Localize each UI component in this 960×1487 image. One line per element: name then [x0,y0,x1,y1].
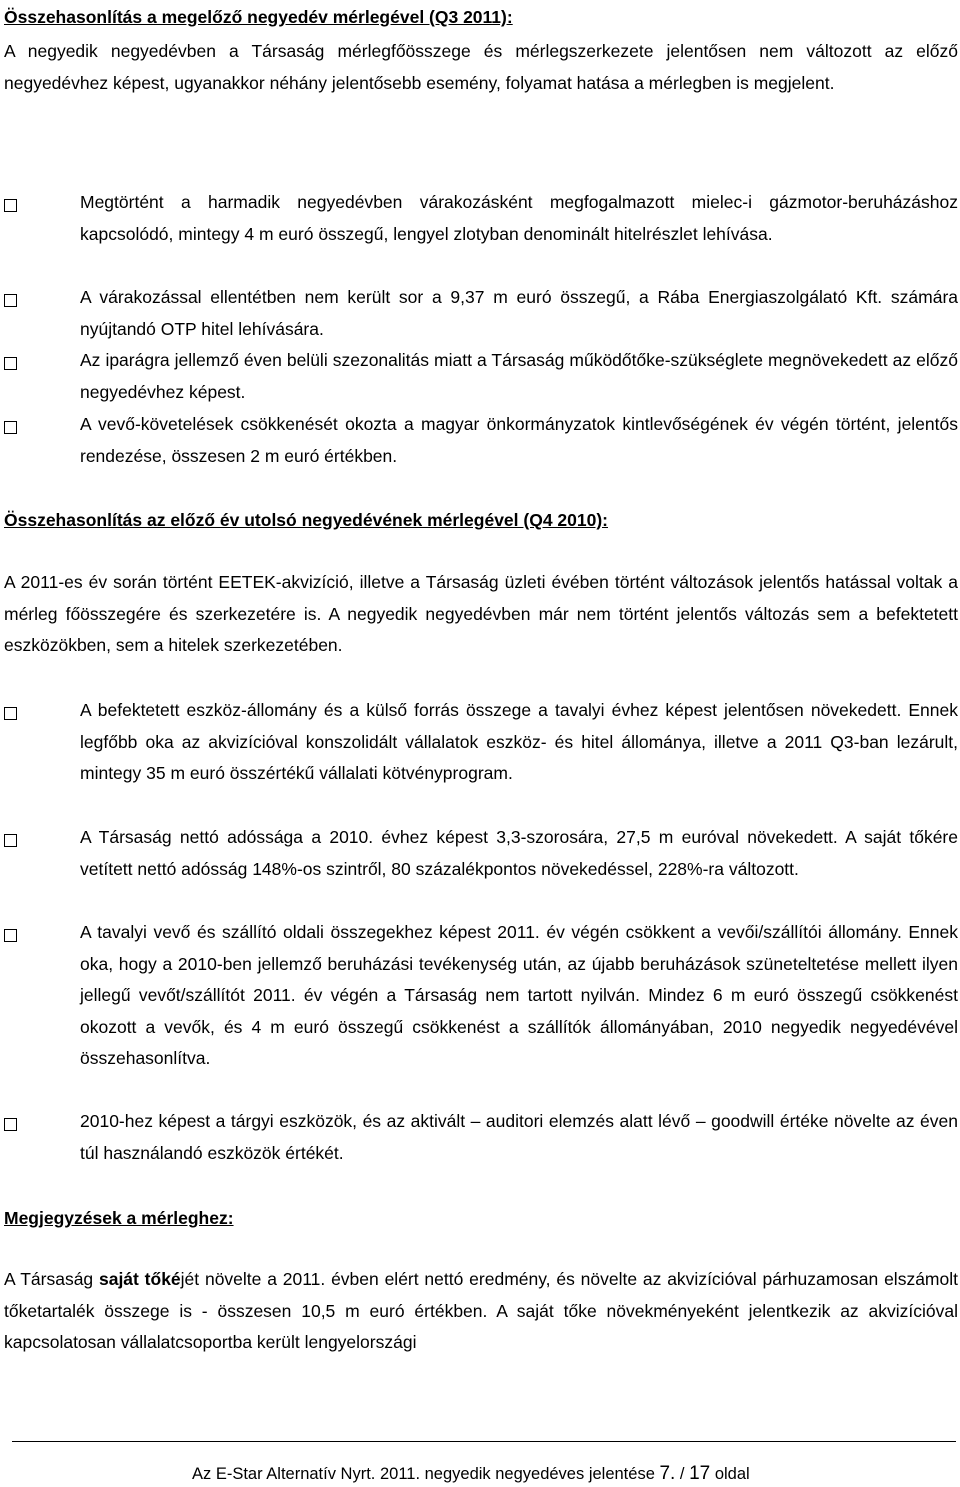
bullet-text: A várakozással ellentétben nem került sor a 9,37 m euró összegű, a Rába Energiaszolgálató Kft. számára nyújtandó OTP hitel lehívására. [80,287,958,339]
section-heading-notes: Megjegyzések a mérleghez: [4,1208,234,1228]
checkbox-bullet-icon [4,1118,17,1131]
section-heading-q4: Összehasonlítás az előző év utolsó negyedévének mérlegével (Q4 2010): [4,510,608,530]
footer-suffix: oldal [710,1465,750,1483]
checkbox-bullet-icon [4,294,17,307]
bullet-text: Az iparágra jellemző éven belüli szezonalitás miatt a Társaság működőtőke-szükséglete megnövekedett az előző negyedévhez képest. [80,350,958,402]
checkbox-bullet-icon [4,199,17,212]
checkbox-bullet-icon [4,834,17,847]
bullet-text: A Társaság nettó adóssága a 2010. évhez képest 3,3-szorosára, 27,5 m euróval növekedett. A saját tőkére vetített nettó adósság 148%-os szintről, 80 százalékpontos növekedéssel, 228%-ra változott. [80,827,958,879]
checkbox-bullet-icon [4,421,17,434]
footer-separator: / [675,1465,690,1483]
bullet-text: 2010-hez képest a tárgyi eszközök, és az aktivált – auditori elemzés alatt lévő – goodwill értéke növelte az éven túl használandó eszközök értékét. [80,1111,958,1163]
bullet-text: Megtörtént a harmadik negyedévben várakozásként megfogalmazott mielec-i gázmotor-beruházáshoz kapcsolódó, mintegy 4 m euró összegű, lengyel zlotyban denominált hitelrészlet lehívása. [80,192,958,244]
section1-intro: A negyedik negyedévben a Társaság mérlegfőösszege és mérlegszerkezete jelentősen nem változott az előző negyedévhez képest, ugyanakkor néhány jelentősebb esemény, folyamat hatása a mérlegben is megjelent. [4,41,958,93]
section2-intro: A 2011-es év során történt EETEK-akvizíció, illetve a Társaság üzleti évében történt változások jelentős hatással voltak a mérleg főösszegére és szerkezetére is. A negyedik negyedévben már nem történt jelentős változás sem a befektetett eszközökben, sem a hitelek szerkezetében. [4,572,958,655]
checkbox-bullet-icon [4,929,17,942]
page-footer [192,1463,750,1485]
footer-page-current: 7. [659,1463,676,1484]
notes-text-start: A Társaság [4,1269,99,1289]
footer-text: Az E-Star Alternatív Nyrt. 2011. negyedik negyedéves jelentése [192,1465,660,1483]
notes-text-rest: jét növelte a 2011. évben elért nettó eredmény, és növelte az akvizícióval párhuzamosan elszámolt tőketartalék összege is - összesen 10,5 m euró értékben. A saját tőke növekményeként jelentkezik az akvizícióval kapcsolatosan vállalatcsoportba került lengyelországi [4,1269,958,1352]
checkbox-bullet-icon [4,707,17,720]
bullet-text: A vevő-követelések csökkenését okozta a magyar önkormányzatok kintlevőségének év végén történt, jelentős rendezése, összesen 2 m euró értékben. [80,414,958,466]
footer-page-total: 17 [689,1463,711,1484]
bullet-text: A tavalyi vevő és szállító oldali összegekhez képest 2011. év végén csökkent a vevői/szállítói állomány. Ennek oka, hogy a 2010-ben jellemző beruházási tevékenység után, az újabb beruházások szüneteltetése mellett ilyen jellegű vevőt/szállítót 2011. év végén a Társaság nem tartott nyilván. Mindez 6 m euró összegű csökkenést okozott a vevők, és 4 m euró összegű csökkenést a szállítók állományában, 2010 negyedik negyedévével összehasonlítva. [80,922,958,1068]
notes-text-bold: saját tőké [98,1269,181,1289]
checkbox-bullet-icon [4,357,17,370]
section3-paragraph [4,1264,958,1359]
bullet-text: A befektetett eszköz-állomány és a külső forrás összege a tavalyi évhez képest jelentősen növekedett. Ennek legfőbb oka az akvizícióval konszolidált vállalatok eszköz- és hitel állománya, illetve a 2011 Q3-ban lezárult, mintegy 35 m euró összértékű vállalati kötvényprogram. [80,700,958,783]
footer-divider [12,1441,956,1442]
section-heading-q3: Összehasonlítás a megelőző negyedév mérlegével (Q3 2011): [4,7,513,27]
